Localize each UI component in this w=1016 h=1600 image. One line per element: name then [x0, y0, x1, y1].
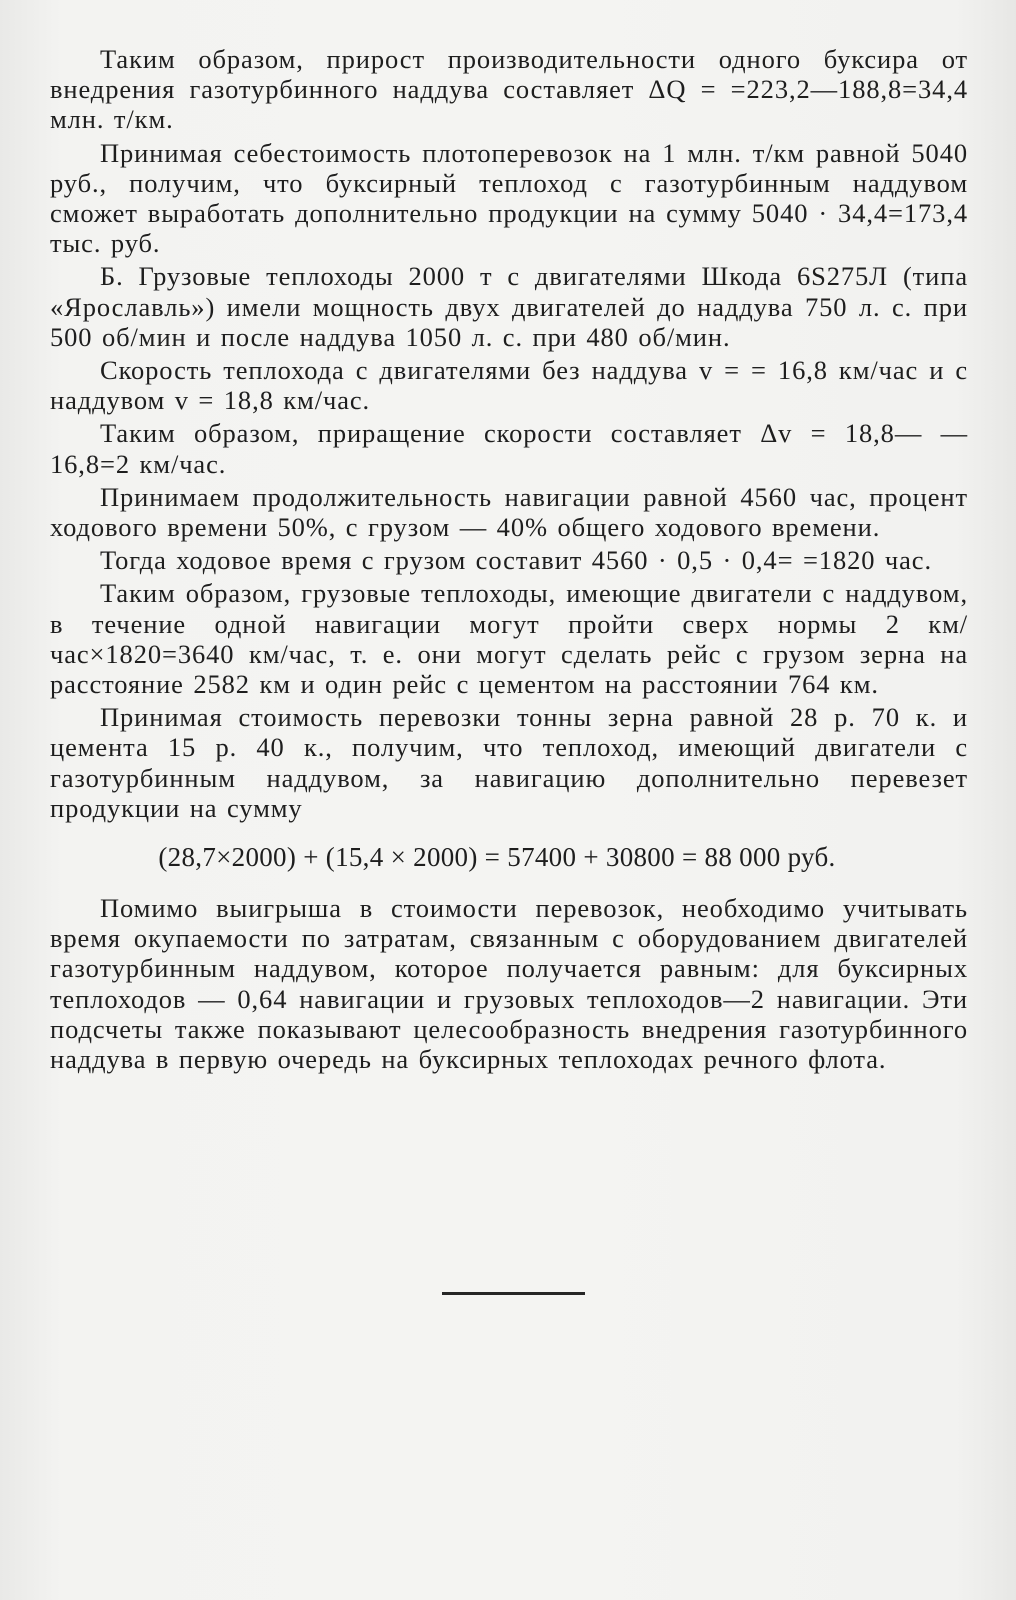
paragraph-extra-distance: Таким образом, грузовые теплоходы, имеющие двигатели с наддувом, в течение одной навигации могут пройти сверх нормы 2 км/час×1820=3640 км/час, т. е. они могут сделать рейс с грузом зерна на расстояние 2582 км и один рейс с цементом на расстоянии 764 км. — [50, 578, 968, 700]
paragraph-payback-conclusion: Помимо выигрыша в стоимости перевозок, необходимо учитывать время окупаемости по затратам, связанным с оборудованием двигателей газотурбинным наддувом, которое получается равным: для буксирных теплоходов — 0,64 навигации и грузовых теплоходов—2 навигации. Эти подсчеты также показывают целесообразность внедрения газотурбинного наддува в первую очередь на буксирных теплоходах речного флота. — [50, 893, 968, 1075]
paragraph-running-time: Тогда ходовое время с грузом составит 4560 · 0,5 · 0,4= =1820 час. — [100, 545, 932, 576]
paragraph-tug-productivity: Таким образом, прирост производительности одного буксира от внедрения газотурбинного наддува составляет ΔQ = =223,2—188,8=34,4 млн. т/км. — [50, 44, 968, 135]
section-end-rule — [442, 1292, 585, 1295]
paragraph-transport-cost: Принимая стоимость перевозки тонны зерна равной 28 р. 70 к. и цемента 15 р. 40 к., получим, что теплоход, имеющий двигатели с газотурбинным наддувом, за навигацию дополнительно перевезет продукции на сумму — [50, 702, 968, 823]
paragraph-ship-speed: Скорость теплохода с двигателями без наддува v = = 16,8 км/час и с наддувом v = 18,8 км/час. — [50, 355, 968, 416]
formula-total-revenue: (28,7×2000) + (15,4 × 2000) = 57400 + 30800 = 88 000 руб. — [158, 842, 836, 873]
paragraph-cargo-ships: Б. Грузовые теплоходы 2000 т с двигателями Шкода 6S275Л (типа «Ярославль») имели мощность двух двигателей до наддува 750 л. с. при 500 об/мин и после наддува 1050 л. с. при 480 об/мин. — [50, 261, 968, 352]
paragraph-navigation-duration: Принимаем продолжительность навигации равной 4560 час, процент ходового времени 50%, с грузом — 40% общего ходового времени. — [50, 481, 968, 543]
paragraph-speed-increment: Таким образом, приращение скорости составляет Δv = 18,8— —16,8=2 км/час. — [50, 418, 968, 479]
paragraph-raft-cost: Принимая себестоимость плотоперевозок на 1 млн. т/км равной 5040 руб., получим, что буксирный теплоход с газотурбинным наддувом сможет выработать дополнительно продукции на сумму 5040 · 34,4=173,4 тыс. руб. — [50, 137, 968, 259]
